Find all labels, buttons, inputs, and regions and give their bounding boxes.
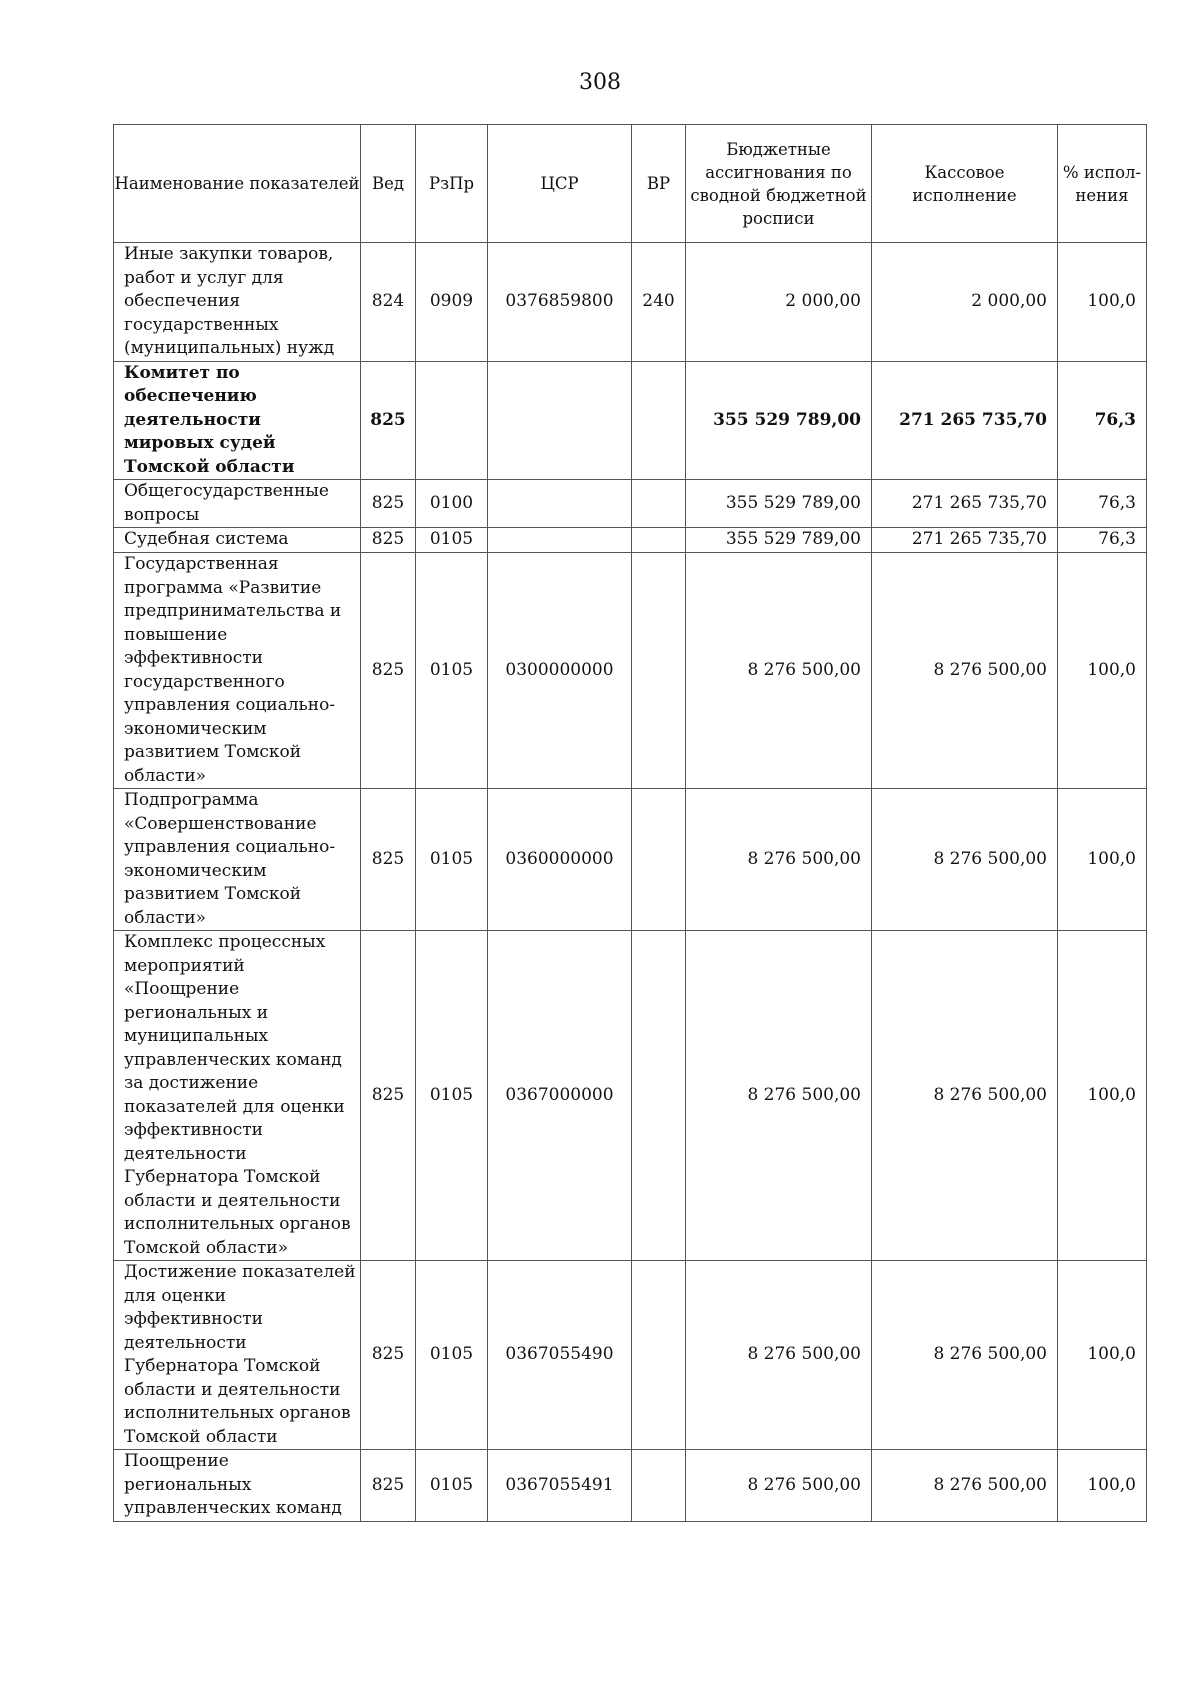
cell-cash-execution: 8 276 500,00	[872, 789, 1058, 931]
table-row	[114, 1261, 1147, 1450]
cell-name: Общегосударственные вопросы	[114, 480, 361, 528]
cell-vr	[632, 1450, 686, 1522]
table-row	[114, 789, 1147, 931]
table-row	[114, 931, 1147, 1261]
cell-vr	[632, 789, 686, 931]
cell-vr	[632, 361, 686, 480]
cell-percent: 76,3	[1058, 528, 1147, 553]
cell-name: Подпрограмма «Совершенствование управления социально-экономическим развитием Томской области»	[114, 789, 361, 931]
cell-ved: 825	[361, 1261, 416, 1450]
table-row	[114, 528, 1147, 553]
header-name: Наименование показателей	[114, 125, 361, 243]
cell-name: Государственная программа «Развитие предпринимательства и повышение эффективности государственного управления социально-экономическим развитием Томской области»	[114, 553, 361, 789]
cell-assignments: 355 529 789,00	[686, 528, 872, 553]
cell-csr: 0300000000	[488, 553, 632, 789]
cell-csr: 0360000000	[488, 789, 632, 931]
cell-cash-execution: 271 265 735,70	[872, 480, 1058, 528]
cell-vr: 240	[632, 243, 686, 362]
cell-assignments: 2 000,00	[686, 243, 872, 362]
header-csr: ЦСР	[488, 125, 632, 243]
cell-percent: 100,0	[1058, 243, 1147, 362]
cell-cash-execution: 271 265 735,70	[872, 528, 1058, 553]
cell-percent: 100,0	[1058, 1261, 1147, 1450]
cell-name: Комплекс процессных мероприятий «Поощрение региональных и муниципальных управленческих команд за достижение показателей для оценки эффективности деятельности Губернатора Томской области и деятельности исполнительных органов Томской области»	[114, 931, 361, 1261]
cell-ved: 824	[361, 243, 416, 362]
cell-percent: 76,3	[1058, 480, 1147, 528]
cell-csr: 0367000000	[488, 931, 632, 1261]
header-percent: % испол-нения	[1058, 125, 1147, 243]
cell-percent: 100,0	[1058, 1450, 1147, 1522]
table-row	[114, 480, 1147, 528]
cell-rzpr: 0100	[416, 480, 488, 528]
cell-name: Достижение показателей для оценки эффективности деятельности Губернатора Томской области и деятельности исполнительных органов Томской области	[114, 1261, 361, 1450]
cell-cash-execution: 8 276 500,00	[872, 1450, 1058, 1522]
cell-vr	[632, 931, 686, 1261]
cell-assignments: 8 276 500,00	[686, 1450, 872, 1522]
cell-assignments: 355 529 789,00	[686, 361, 872, 480]
cell-cash-execution: 8 276 500,00	[872, 931, 1058, 1261]
header-ved: Вед	[361, 125, 416, 243]
header-cash-execution: Кассовое исполнение	[872, 125, 1058, 243]
cell-ved: 825	[361, 789, 416, 931]
cell-name: Комитет по обеспечению деятельности мировых судей Томской области	[114, 361, 361, 480]
cell-rzpr: 0105	[416, 1450, 488, 1522]
table-row	[114, 553, 1147, 789]
cell-name: Иные закупки товаров, работ и услуг для обеспечения государственных (муниципальных) нужд	[114, 243, 361, 362]
cell-percent: 100,0	[1058, 789, 1147, 931]
header-vr: ВР	[632, 125, 686, 243]
cell-vr	[632, 480, 686, 528]
cell-rzpr: 0105	[416, 553, 488, 789]
cell-rzpr: 0105	[416, 1261, 488, 1450]
cell-percent: 76,3	[1058, 361, 1147, 480]
cell-ved: 825	[361, 480, 416, 528]
cell-assignments: 8 276 500,00	[686, 553, 872, 789]
cell-vr	[632, 1261, 686, 1450]
cell-rzpr	[416, 361, 488, 480]
page-number: 308	[579, 70, 621, 95]
table-row	[114, 243, 1147, 362]
cell-vr	[632, 553, 686, 789]
cell-csr: 0376859800	[488, 243, 632, 362]
cell-vr	[632, 528, 686, 553]
cell-csr: 0367055491	[488, 1450, 632, 1522]
table-row	[114, 1450, 1147, 1522]
cell-percent: 100,0	[1058, 931, 1147, 1261]
cell-rzpr: 0105	[416, 528, 488, 553]
cell-assignments: 355 529 789,00	[686, 480, 872, 528]
cell-cash-execution: 271 265 735,70	[872, 361, 1058, 480]
cell-ved: 825	[361, 528, 416, 553]
cell-name: Поощрение региональных управленческих команд	[114, 1450, 361, 1522]
cell-csr	[488, 480, 632, 528]
table-header-row	[114, 125, 1147, 243]
cell-csr	[488, 361, 632, 480]
cell-cash-execution: 8 276 500,00	[872, 1261, 1058, 1450]
header-rzpr: РзПр	[416, 125, 488, 243]
budget-table	[113, 124, 1147, 1522]
cell-rzpr: 0909	[416, 243, 488, 362]
table-row	[114, 361, 1147, 480]
cell-cash-execution: 2 000,00	[872, 243, 1058, 362]
cell-cash-execution: 8 276 500,00	[872, 553, 1058, 789]
header-assignments: Бюджетные ассигнования по сводной бюджетной росписи	[686, 125, 872, 243]
cell-assignments: 8 276 500,00	[686, 1261, 872, 1450]
cell-assignments: 8 276 500,00	[686, 789, 872, 931]
cell-assignments: 8 276 500,00	[686, 931, 872, 1261]
cell-ved: 825	[361, 931, 416, 1261]
cell-rzpr: 0105	[416, 789, 488, 931]
cell-name: Судебная система	[114, 528, 361, 553]
cell-ved: 825	[361, 553, 416, 789]
cell-rzpr: 0105	[416, 931, 488, 1261]
cell-ved: 825	[361, 361, 416, 480]
cell-csr	[488, 528, 632, 553]
cell-percent: 100,0	[1058, 553, 1147, 789]
cell-ved: 825	[361, 1450, 416, 1522]
cell-csr: 0367055490	[488, 1261, 632, 1450]
